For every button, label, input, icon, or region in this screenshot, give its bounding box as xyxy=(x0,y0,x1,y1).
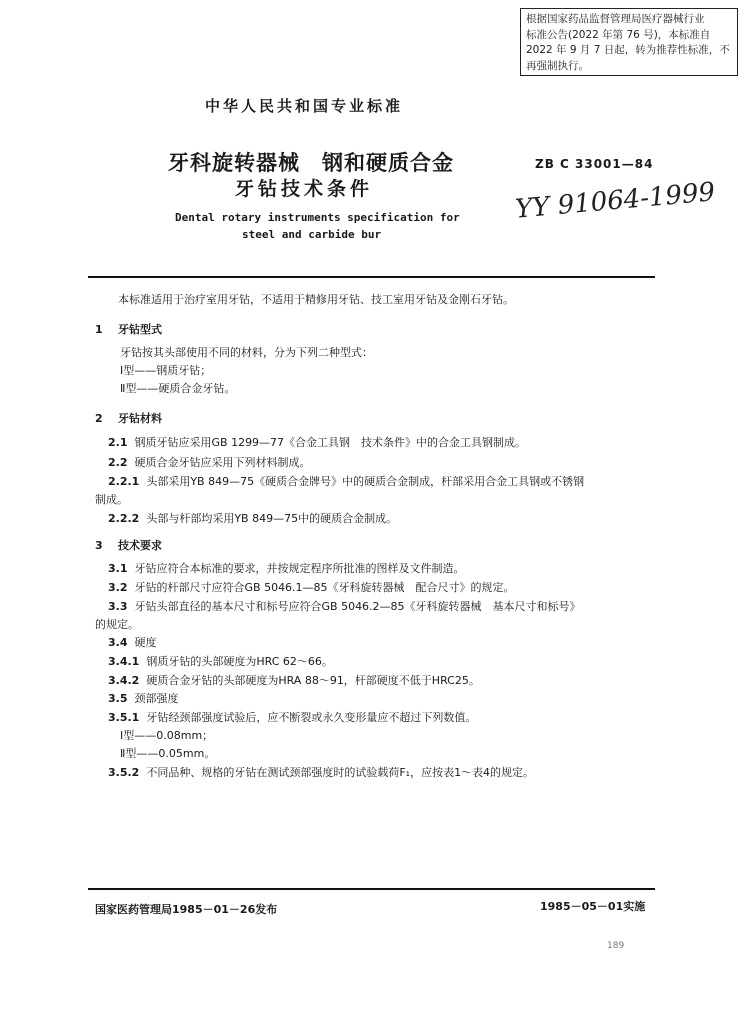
list-item: Ⅱ型——0.05mm。 xyxy=(120,747,216,760)
clause-3-5-1 xyxy=(108,711,476,724)
clause-text: 硬度 xyxy=(134,636,157,649)
clause-continuation: 制成。 xyxy=(95,493,128,506)
list-item: Ⅰ型——0.08mm； xyxy=(120,729,214,742)
handwritten-annotation: YY 91064-1999 xyxy=(514,177,717,225)
clause-number: 2.2.1 xyxy=(108,475,140,488)
list-item: Ⅰ型——钢质牙钻； xyxy=(120,364,212,377)
section-title: 技术要求 xyxy=(117,539,162,552)
clause-text: 硬质合金牙钻的头部硬度为HRA 88～91，杆部硬度不低于HRC25。 xyxy=(146,674,480,687)
clause-number: 3.1 xyxy=(108,562,128,575)
clause-2-1 xyxy=(108,436,526,449)
clause-3-5-2 xyxy=(108,766,534,779)
document-title-line2: 牙钻技术条件 xyxy=(235,178,374,200)
clause-number: 2.1 xyxy=(108,436,128,449)
clause-number: 3.4 xyxy=(108,636,128,649)
clause-text: 牙钻头部直径的基本尺寸和标号应符合GB 5046.2—85《牙科旋转器械 基本尺寸和标号》 xyxy=(134,600,581,613)
clause-number: 3.5 xyxy=(108,692,128,705)
clause-text: 不同品种、规格的牙钻在测试颈部强度时的试验载荷F₁，应按表1～表4的规定。 xyxy=(146,766,535,779)
clause-3-2 xyxy=(108,581,515,594)
notice-line: 2022 年 9 月 7 日起，转为推荐性标准，不 xyxy=(526,44,730,56)
header-divider xyxy=(88,276,655,278)
clause-3-4 xyxy=(108,636,157,649)
notice-line: 根据国家药品监督管理局医疗器械行业 xyxy=(526,13,705,25)
notice-line: 再强制执行。 xyxy=(526,59,589,72)
standard-code: ZB C 33001—84 xyxy=(535,157,654,171)
clause-text: 硬质合金牙钻应采用下列材料制成。 xyxy=(134,456,311,469)
clause-text: 牙钻的杆部尺寸应符合GB 5046.1—85《牙科旋转器械 配合尺寸》的规定。 xyxy=(134,581,515,594)
clause-2-2-2 xyxy=(108,512,397,525)
english-title-line1: Dental rotary instruments specification for xyxy=(175,211,460,224)
clause-number: 3.4.2 xyxy=(108,674,140,687)
clause-number: 2.2.2 xyxy=(108,512,140,525)
section-heading-2 xyxy=(95,412,162,425)
clause-text: 牙钻应符合本标准的要求，并按规定程序所批准的图样及文件制造。 xyxy=(134,562,465,575)
section-number: 1 xyxy=(95,323,103,336)
notice-line: 标准公告(2022 年第 76 号)，本标准自 xyxy=(526,28,711,41)
document-title-line1: 牙科旋转器械 钢和硬质合金 xyxy=(168,151,454,175)
clause-number: 2.2 xyxy=(108,456,128,469)
clause-text: 头部采用YB 849—75《硬质合金牌号》中的硬质合金制成，杆部采用合金工具钢或不锈钢 xyxy=(146,475,585,488)
section-number: 3 xyxy=(95,539,103,552)
clause-number: 3.2 xyxy=(108,581,128,594)
clause-3-5 xyxy=(108,692,179,705)
section-heading-1 xyxy=(95,323,162,336)
clause-2-2 xyxy=(108,456,311,469)
clause-3-1 xyxy=(108,562,465,575)
clause-3-4-1 xyxy=(108,655,333,668)
intro-paragraph: 本标准适用于治疗室用牙钻，不适用于精修用牙钻、技工室用牙钻及金刚石牙钻。 xyxy=(118,293,514,306)
section-title: 牙钻材料 xyxy=(117,412,162,425)
clause-3-4-2 xyxy=(108,674,480,687)
clause-number: 3.5.1 xyxy=(108,711,140,724)
clause-number: 3.5.2 xyxy=(108,766,140,779)
clause-text: 钢质牙钻应采用GB 1299—77《合金工具钢 技术条件》中的合金工具钢制成。 xyxy=(134,436,527,449)
list-item: Ⅱ型——硬质合金牙钻。 xyxy=(120,382,236,395)
clause-text: 颈部强度 xyxy=(134,692,179,705)
clause-text: 头部与杆部均采用YB 849—75中的硬质合金制成。 xyxy=(146,512,398,525)
clause-number: 3.4.1 xyxy=(108,655,140,668)
regulatory-notice-box xyxy=(520,8,738,76)
clause-3-3 xyxy=(108,600,581,613)
clause-text: 钢质牙钻的头部硬度为HRC 62～66。 xyxy=(146,655,333,668)
footer-divider xyxy=(88,888,655,890)
standard-category: 中华人民共和国专业标准 xyxy=(205,97,404,115)
implementation-date: 1985－05－01实施 xyxy=(540,900,646,913)
section-title: 牙钻型式 xyxy=(117,323,162,336)
page-number: 189 xyxy=(607,941,625,951)
section-number: 2 xyxy=(95,412,103,425)
clause-continuation: 的规定。 xyxy=(95,618,139,631)
clause-2-2-1 xyxy=(108,475,584,488)
clause-text: 牙钻经颈部强度试验后，应不断裂或永久变形量应不超过下列数值。 xyxy=(146,711,477,724)
section-heading-3 xyxy=(95,539,162,552)
issue-info: 国家医药管理局1985－01－26发布 xyxy=(95,903,278,916)
english-title-line2: steel and carbide bur xyxy=(242,228,382,241)
paragraph: 牙钻按其头部使用不同的材料，分为下列二种型式： xyxy=(120,346,373,359)
clause-number: 3.3 xyxy=(108,600,128,613)
